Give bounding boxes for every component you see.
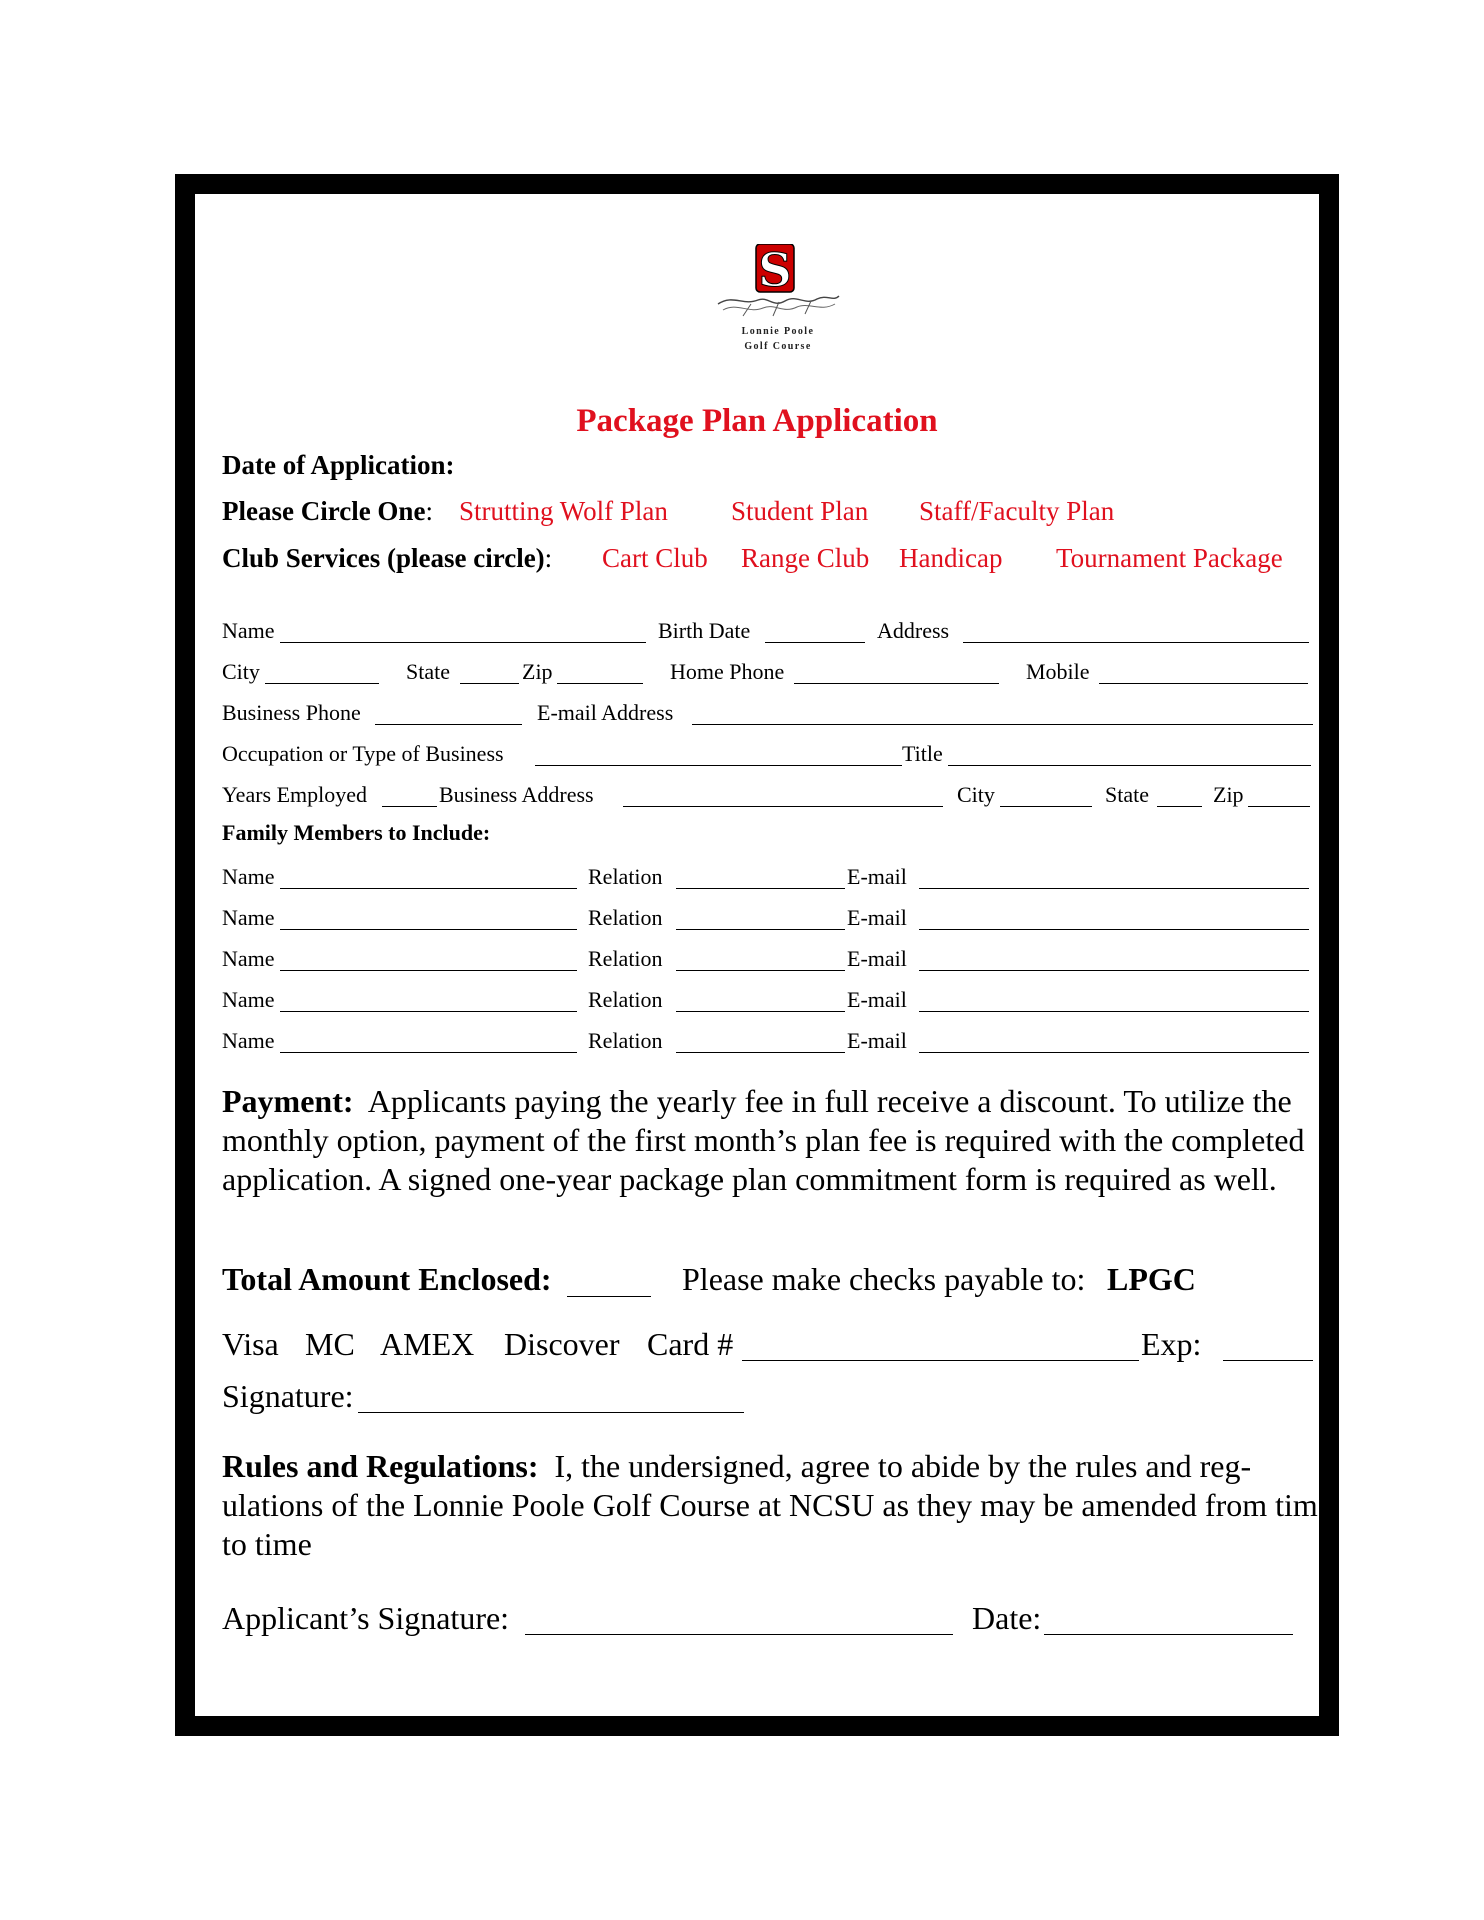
family-email-field[interactable] [919, 970, 1309, 971]
title-label: Title [902, 741, 943, 766]
family-email-label: E-mail [847, 1028, 907, 1053]
family-email-field[interactable] [919, 1011, 1309, 1012]
family-email-label: E-mail [847, 946, 907, 971]
business-state-field[interactable] [1157, 806, 1202, 807]
card-type-visa[interactable]: Visa [222, 1326, 279, 1362]
address-label: Address [877, 618, 950, 643]
family-relation-field[interactable] [676, 1052, 845, 1053]
family-name-field[interactable] [280, 1011, 577, 1012]
rules-text: I, the undersigned, agree to abide by the rules and regulations of the Lonnie Poole Golf Course at NCSU as they may be amended from time to time [222, 1448, 1332, 1562]
business-state-label: State [1105, 782, 1149, 807]
family-relation-label: Relation [588, 864, 663, 889]
date-of-application-label: Date of Application: [222, 450, 455, 480]
family-name-label: Name [222, 1028, 275, 1053]
card-type-amex[interactable]: AMEX [380, 1326, 475, 1362]
business-city-field[interactable] [1000, 806, 1092, 807]
city-field[interactable] [265, 683, 379, 684]
option-tournament-package[interactable]: Tournament Package [1056, 543, 1283, 573]
family-members-heading: Family Members to Include: [222, 820, 491, 845]
birth-date-field[interactable] [765, 642, 865, 643]
payment-label: Payment: [222, 1083, 354, 1119]
business-phone-field[interactable] [375, 724, 522, 725]
expiration-label: Exp: [1141, 1326, 1202, 1362]
business-zip-label: Zip [1213, 782, 1244, 807]
name-field[interactable] [280, 642, 646, 643]
payment-text: Applicants paying the yearly fee in full receive a discount. To utilize the monthly option, payment of the first month’s plan fee is required with the completed application. A signed one-year package plan commitment form is required as well. [222, 1083, 1305, 1197]
logo-text-line1: Lonnie Poole [741, 326, 815, 337]
state-field[interactable] [460, 683, 519, 684]
wolfpack-s-icon [713, 244, 843, 324]
card-type-mc[interactable]: MC [305, 1326, 355, 1362]
city-label: City [222, 659, 260, 684]
family-name-field[interactable] [280, 970, 577, 971]
address-field[interactable] [963, 642, 1309, 643]
home-phone-label: Home Phone [670, 659, 785, 684]
business-phone-label: Business Phone [222, 700, 361, 725]
option-range-club[interactable]: Range Club [741, 543, 870, 573]
mobile-label: Mobile [1026, 659, 1090, 684]
years-employed-field[interactable] [382, 806, 437, 807]
occupation-label: Occupation or Type of Business [222, 741, 504, 766]
expiration-field[interactable] [1223, 1360, 1313, 1361]
business-city-label: City [957, 782, 995, 807]
svg-text:S: S [758, 244, 792, 297]
club-services-row: Club Services (please circle): Cart Club Range Club Handicap Tournament Package [222, 543, 1283, 573]
zip-label: Zip [522, 659, 553, 684]
email-address-field[interactable] [692, 724, 1313, 725]
option-staff-faculty-plan[interactable]: Staff/Faculty Plan [919, 496, 1115, 526]
signature-label: Signature: [222, 1378, 354, 1414]
family-email-field[interactable] [919, 1052, 1309, 1053]
option-student-plan[interactable]: Student Plan [731, 496, 869, 526]
occupation-field[interactable] [535, 765, 902, 766]
family-name-field[interactable] [280, 929, 577, 930]
form-border [175, 174, 1339, 1736]
family-relation-label: Relation [588, 905, 663, 930]
family-name-field[interactable] [280, 888, 577, 889]
date-label: Date: [972, 1600, 1042, 1636]
birth-date-label: Birth Date [658, 618, 751, 643]
circle-one-row: Please Circle One: Strutting Wolf Plan Student Plan Staff/Faculty Plan [222, 496, 1115, 526]
business-zip-field[interactable] [1248, 806, 1310, 807]
applicant-signature-field[interactable] [525, 1634, 953, 1635]
family-relation-label: Relation [588, 987, 663, 1012]
home-phone-field[interactable] [794, 683, 999, 684]
rules-label: Rules and Regulations: [222, 1448, 539, 1484]
date-field[interactable] [1044, 1634, 1293, 1635]
family-email-field[interactable] [919, 888, 1309, 889]
business-address-field[interactable] [623, 806, 943, 807]
option-handicap[interactable]: Handicap [899, 543, 1003, 573]
payee-name: LPGC [1107, 1261, 1196, 1297]
logo-text-line2: Golf Course [744, 341, 812, 352]
family-name-label: Name [222, 946, 275, 971]
applicant-signature-label: Applicant’s Signature: [222, 1600, 510, 1636]
total-amount-field[interactable] [567, 1296, 651, 1297]
family-relation-label: Relation [588, 946, 663, 971]
name-label: Name [222, 618, 275, 643]
family-relation-field[interactable] [676, 970, 845, 971]
option-cart-club[interactable]: Cart Club [602, 543, 708, 573]
rules-paragraph [222, 1447, 1332, 1564]
family-relation-label: Relation [588, 1028, 663, 1053]
years-employed-label: Years Employed [222, 782, 368, 807]
family-relation-field[interactable] [676, 929, 845, 930]
zip-field[interactable] [557, 683, 643, 684]
page-title: Package Plan Application [576, 403, 938, 439]
family-relation-field[interactable] [676, 1011, 845, 1012]
family-name-field[interactable] [280, 1052, 577, 1053]
email-address-label: E-mail Address [537, 700, 674, 725]
signature-field[interactable] [358, 1412, 744, 1413]
family-relation-field[interactable] [676, 888, 845, 889]
family-name-label: Name [222, 987, 275, 1012]
card-number-label: Card # [647, 1326, 734, 1362]
family-email-label: E-mail [847, 864, 907, 889]
payable-text: Please make checks payable to: [682, 1261, 1086, 1297]
title-field[interactable] [948, 765, 1311, 766]
family-email-label: E-mail [847, 987, 907, 1012]
payment-paragraph [222, 1082, 1332, 1199]
family-email-field[interactable] [919, 929, 1309, 930]
card-type-discover[interactable]: Discover [504, 1326, 620, 1362]
family-name-label: Name [222, 864, 275, 889]
mobile-field[interactable] [1099, 683, 1308, 684]
club-services-label: Club Services (please circle) [222, 543, 545, 573]
family-email-label: E-mail [847, 905, 907, 930]
business-address-label: Business Address [439, 782, 594, 807]
state-label: State [406, 659, 450, 684]
card-number-field[interactable] [742, 1360, 1139, 1361]
option-strutting-wolf-plan[interactable]: Strutting Wolf Plan [459, 496, 668, 526]
family-name-label: Name [222, 905, 275, 930]
nc-state-logo [713, 244, 843, 354]
circle-one-label: Please Circle One [222, 496, 426, 526]
total-amount-label: Total Amount Enclosed: [222, 1261, 552, 1297]
